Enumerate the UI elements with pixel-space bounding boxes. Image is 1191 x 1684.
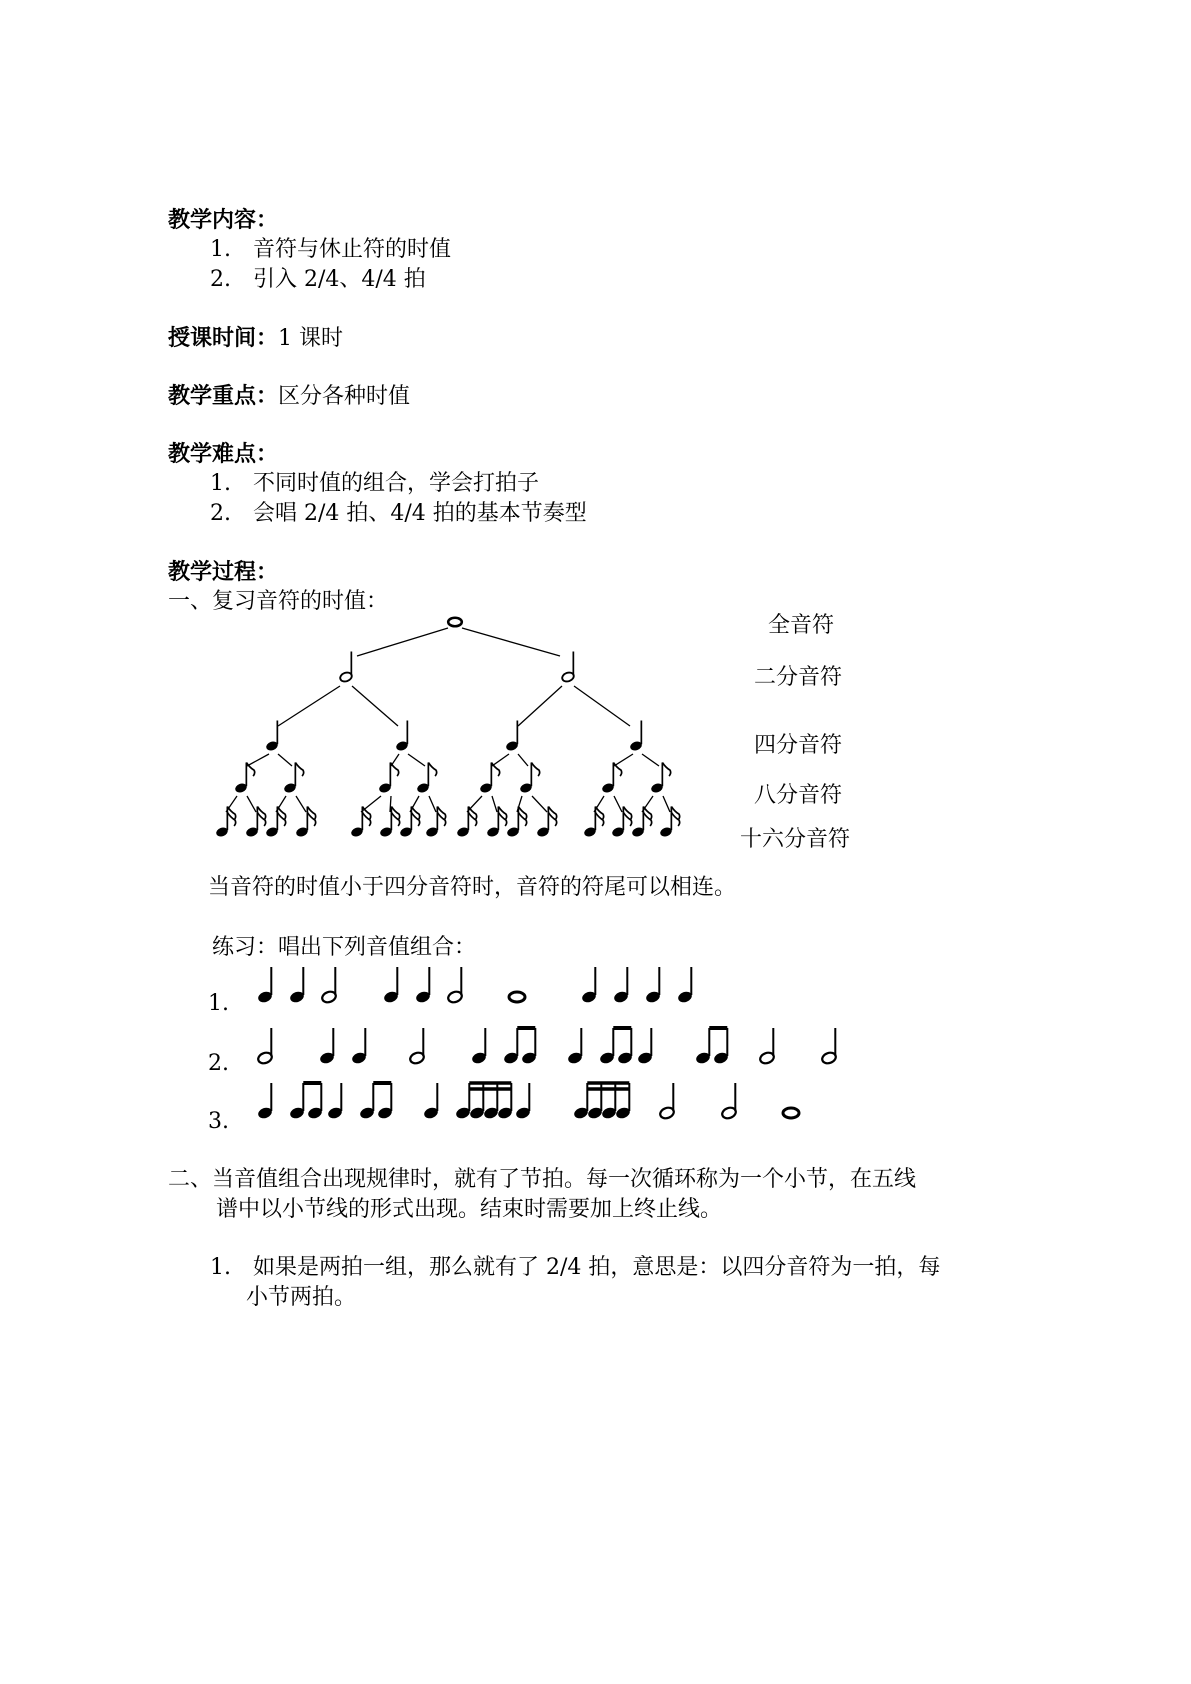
section2-line-1: 二、当音值组合出现规律时，就有了节拍。每一次循环称为一个小节，在五线 [168,1167,917,1192]
content-item-1: 1. 音符与休止符的时值 [210,237,451,262]
whole-note [509,992,525,1002]
practice-heading: 练习：唱出下列音值组合： [212,935,477,960]
label-quarter-note: 四分音符 [754,733,843,758]
exercise-number-2: 2. [208,1051,229,1076]
section2-item-line-1: 1. 如果是两拍一组，那么就有了 2/4 拍，意思是：以四分音符为一拍，每 [210,1255,941,1280]
time-value: 1 课时 [278,326,344,351]
content-heading: 教学内容： [168,207,279,233]
section2-item-line-2: 小节两拍。 [246,1285,357,1310]
review-heading: 一、复习音符的时值： [168,589,389,614]
label-eighth-note: 八分音符 [754,783,843,808]
key-label: 教学重点： [168,383,279,409]
difficulty-item-2: 2. 会唱 2/4 拍、4/4 拍的基本节奏型 [210,501,587,526]
label-whole-note: 全音符 [768,613,835,638]
key-value: 区分各种时值 [278,384,411,409]
exercise-number-3: 3. [208,1109,229,1134]
time-label: 授课时间： [168,325,279,351]
difficulty-heading: 教学难点： [168,441,279,467]
process-heading: 教学过程： [168,559,279,585]
beam-note-text: 当音符的时值小于四分音符时，音符的符尾可以相连。 [208,875,737,900]
section2-line-2: 谱中以小节线的形式出现。结束时需要加上终止线。 [216,1197,723,1222]
label-sixteenth-note: 十六分音符 [740,827,851,852]
label-half-note: 二分音符 [754,665,843,690]
whole-note [783,1108,799,1118]
content-item-2: 2. 引入 2/4、4/4 拍 [210,267,426,292]
exercise-number-1: 1. [208,991,229,1016]
difficulty-item-1: 1. 不同时值的组合，学会打拍子 [210,471,539,496]
